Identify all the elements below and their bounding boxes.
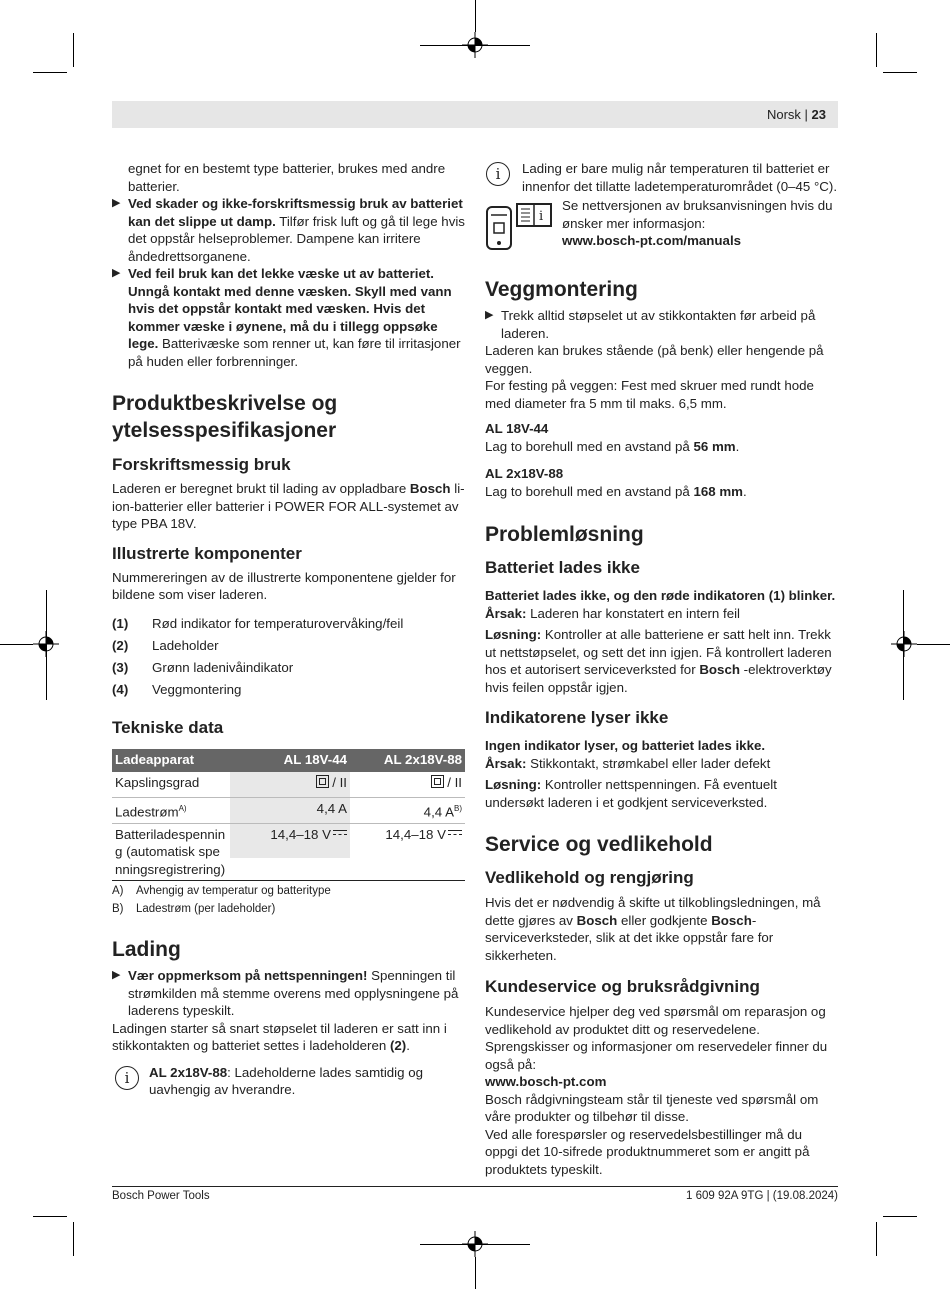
manual-phone-icon (485, 201, 555, 253)
warning-bold: Ved skader og ikke-forskriftsmessig bruk av batteriet kan det slippe ut damp. (128, 196, 463, 229)
manual-note (485, 197, 838, 251)
problem-solution: Løsning: Kontroller nettspenningen. Få eventuelt undersøkt laderen i et godkjent serviceverksted. (485, 777, 777, 810)
crop-mark (420, 1244, 530, 1245)
charging-heading: Lading (112, 938, 181, 962)
warning-leak (112, 265, 465, 370)
problem-cause: Årsak: Stikkontakt, strømkabel eller lader defekt (485, 755, 771, 771)
model-text: Lag to borehull med en avstand på 56 mm. (485, 438, 740, 454)
warning-vapour (112, 195, 465, 265)
problem-cause: Årsak: Laderen har konstatert en intern feil (485, 605, 741, 621)
table-header-row (112, 749, 465, 772)
info-icon: i (486, 162, 510, 186)
crop-mark (73, 1222, 74, 1256)
page-header (112, 101, 838, 128)
warning-text: Batterivæske som renner ut, kan føre til irritasjoner på huden eller forbrenninger. (128, 336, 461, 369)
bullet-triangle-icon: ▶ (485, 309, 494, 321)
model-label: AL 2x18V-88 (485, 466, 564, 481)
intro-text: egnet for en bestemt type batterier, brukes med andre batterier. (128, 161, 446, 194)
problem-solution: Løsning: Kontroller at alle batteriene er satt helt inn. Trekk ut nettstøpselet, og sett det inn igjen. Få kontrollert laderen hos et autorisert serviceverksted for Bosch -elektroverktøy hvis feilen oppstår igjen. (485, 627, 832, 695)
crop-mark (0, 644, 33, 645)
customer-text: Ved alle forespørsler og reservedelsbestillinger må du oppgi det 10-sifrede produktnummeret som er angitt på produktets typeskilt. (485, 1126, 810, 1177)
footer-left: Bosch Power Tools (112, 1190, 210, 1202)
column-header: Ladeapparat (112, 749, 230, 772)
bullet-triangle-icon: ▶ (112, 969, 121, 982)
svg-text:i: i (539, 209, 544, 224)
direct-current-icon (448, 830, 462, 837)
components-intro: Nummereringen av de illustrerte komponentene gjelder for bildene som viser laderen. (112, 569, 456, 602)
temperature-note: i Lading er bare mulig når temperaturen til batteriet er innenfor det tillatte ladetemperaturområdet (0–45 °C). (485, 160, 838, 195)
components-heading: Illustrerte komponenter (112, 543, 302, 563)
table-row (112, 772, 465, 798)
customer-heading: Kundeservice og bruksrådgivning (485, 977, 760, 996)
charging-note: i AL 2x18V-88: Ladeholderne lades samtidig og uavhengig av hverandre. (112, 1064, 465, 1099)
left-column (112, 160, 465, 1099)
crop-mark (876, 33, 877, 67)
row-label: Batteriladespenning (automatisk spenningsregistrering) (112, 823, 230, 881)
customer-text: Kundeservice hjelper deg ved spørsmål om reparasjon og vedlikehold av produktet ditt og reservedelene. Sprengskisser og informasjoner om reservedeler finner du også på: (485, 1004, 828, 1072)
product-title: Produktbeskrivelse og ytelsesspesifikasjoner (112, 392, 338, 442)
crop-mark (876, 1222, 877, 1256)
header-text: Norsk | 23 (766, 107, 826, 122)
wall-warning: ▶ Trekk alltid støpselet ut av stikkontakten før arbeid på laderen. (485, 308, 816, 341)
crop-mark (33, 1216, 67, 1217)
wall-text: For festing på veggen: Fest med skruer med rundt hode med diameter fra 5 mm til maks. 6,5 mm. (485, 378, 814, 411)
table-cell: 4,4 A (230, 798, 350, 824)
row-label: Kapslingsgrad (112, 772, 230, 798)
footer-right: 1 609 92A 9TG | (19.08.2024) (686, 1190, 838, 1202)
customer-text: Bosch rådgivningsteam står til tjeneste ved spørsmål om våre produkter og tilbehør til disse. (485, 1091, 819, 1124)
table-cell: / II (350, 772, 465, 798)
charging-warning: ▶ Vær oppmerksom på nettspenningen! Spenningen til strømkilden må stemme overens med opplysningene på laderens typeskilt. (112, 968, 459, 1019)
header-language: Norsk (766, 107, 801, 122)
warning-text: Tilfør frisk luft og gå til lege hvis det oppstår helseproblemer. Dampene kan irritere åndedrettsorganene. (128, 213, 465, 264)
column-header: AL 2x18V-88 (350, 749, 465, 772)
charging-text: Ladingen starter så snart støpselet til laderen er satt inn i stikkontakten og batteriet settes i ladeholderen (2). (112, 1020, 447, 1054)
model-text: Lag to borehull med en avstand på 168 mm. (485, 483, 747, 499)
footer-rule (112, 1186, 838, 1187)
list-item: (3) Grønn ladenivåindikator (112, 659, 294, 675)
row-label: Ladestrøm$^{A)}$ (112, 798, 230, 824)
trouble-heading: Problemløsning (485, 523, 644, 546)
warning-bold: Ved feil bruk kan det lekke væske ut av batteriet. Unngå kontakt med denne væsken. Skyll med vann hvis det oppstår kontakt med væsken. Hvis det kommer væske i øynene, må du i tillegg oppsøke lege. (128, 266, 452, 351)
problem-title: Batteriet lades ikke, og den røde indikatoren (1) blinker. (485, 588, 836, 603)
service-heading: Service og vedlikehold (485, 833, 713, 856)
crop-mark (475, 1257, 476, 1289)
footnote: A) Avhengig av temperatur og batteritype (112, 885, 331, 898)
manual-note-text: Se nettversjonen av bruksanvisningen hvis du ønsker mer informasjon: (562, 198, 833, 231)
table-cell: 14,4–18 V (230, 823, 350, 881)
crop-mark (420, 45, 530, 46)
wall-heading: Veggmontering (485, 278, 638, 301)
table-footnotes (112, 882, 465, 918)
double-insulation-icon (316, 775, 329, 788)
crop-mark (917, 644, 950, 645)
model-label: AL 18V-44 (485, 421, 549, 436)
crop-mark (903, 590, 904, 700)
crop-mark (46, 590, 47, 700)
right-column (485, 160, 838, 1178)
crop-mark (883, 1216, 917, 1217)
bullet-triangle-icon: ▶ (112, 267, 121, 279)
crop-mark (73, 33, 74, 67)
customer-link[interactable]: www.bosch-pt.com (485, 1074, 607, 1089)
indicators-heading: Indikatorene lyser ikke (485, 708, 669, 727)
table-cell: 14,4–18 V (350, 823, 465, 881)
info-icon: i (115, 1066, 139, 1090)
list-item: (4) Veggmontering (112, 681, 242, 697)
manual-link[interactable]: www.bosch-pt.com/manuals (562, 233, 742, 248)
crop-mark (883, 72, 917, 73)
intended-use-text: Laderen er beregnet brukt til lading av oppladbare Bosch li-ion-batterier eller batterier i POWER FOR ALL-systemet av type PBA 18V. (112, 481, 465, 531)
tech-data-table (112, 749, 465, 882)
page-number: 23 (811, 107, 826, 122)
double-insulation-icon (431, 775, 444, 788)
list-item: (2) Ladeholder (112, 637, 219, 653)
table-cell: 4,4 $A^{B)}$ (350, 798, 465, 824)
wall-text: Laderen kan brukes stående (på benk) eller hengende på veggen. (485, 343, 824, 376)
maintenance-heading: Vedlikehold og rengjøring (485, 868, 694, 887)
table-row (112, 823, 465, 881)
table-cell: / II (230, 772, 350, 798)
table-row (112, 798, 465, 824)
tech-heading: Tekniske data (112, 717, 224, 737)
bullet-triangle-icon: ▶ (112, 197, 121, 209)
not-charging-heading: Batteriet lades ikke (485, 558, 640, 577)
components-list (112, 615, 465, 703)
maintenance-text: Hvis det er nødvendig å skifte ut tilkoblingsledningen, må dette gjøres av Bosch eller godkjente Bosch-serviceverksteder, slik at det ikke oppstår fare for sikkerheten. (485, 895, 821, 963)
registration-mark-icon (891, 631, 917, 657)
column-header: AL 18V-44 (230, 749, 350, 772)
direct-current-icon (333, 830, 347, 837)
crop-mark (475, 0, 476, 32)
problem-title: Ingen indikator lyser, og batteriet lades ikke. (485, 738, 766, 753)
crop-mark (33, 72, 67, 73)
list-item: (1) Rød indikator for temperaturovervåking/feil (112, 615, 404, 631)
footnote: B) Ladestrøm (per ladeholder) (112, 903, 276, 916)
intended-use-heading: Forskriftsmessig bruk (112, 455, 291, 474)
